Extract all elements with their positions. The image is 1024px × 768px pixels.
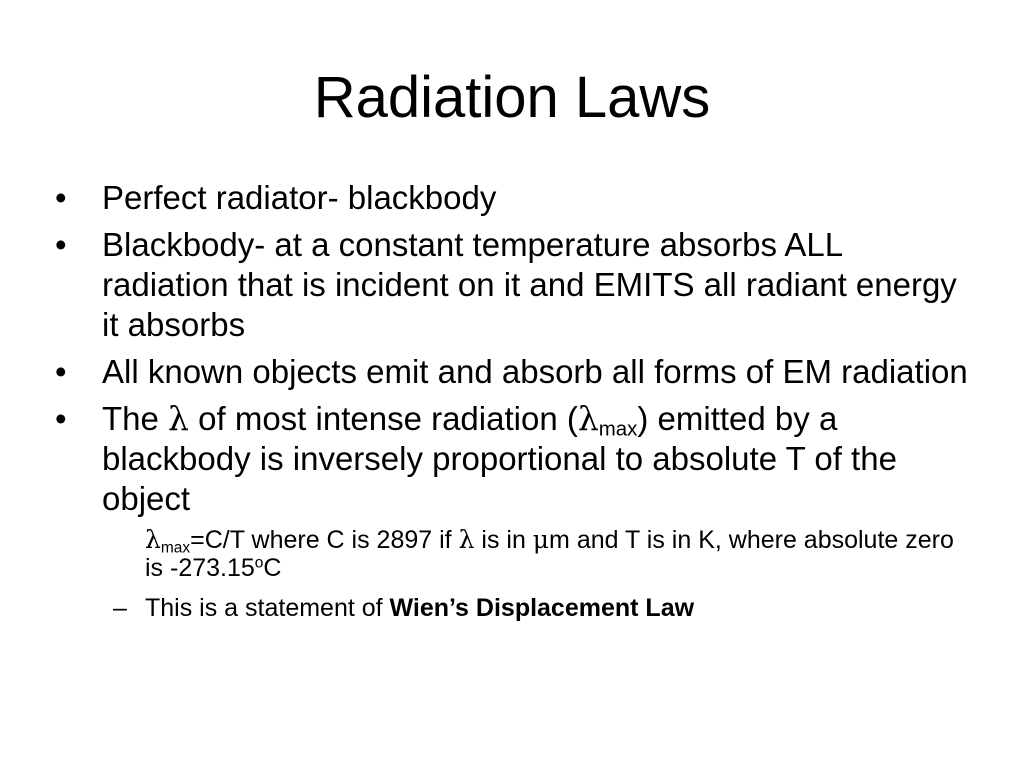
bullet-marker: • [55, 353, 67, 390]
sub-bullet-text-part: =C/T where C is 2897 if [190, 526, 459, 554]
bullet-marker: • [55, 226, 67, 263]
subscript-max: max [160, 539, 191, 557]
bullet-item [55, 225, 975, 345]
bullet-marker: • [55, 400, 67, 437]
bullet-text: All known objects emit and absorb all forms of EM radiation [102, 353, 968, 390]
mu-symbol: μ [532, 525, 550, 554]
bullet-item [55, 399, 975, 519]
slide-title: Radiation Laws [313, 65, 711, 130]
bullet-text-part: of most intense radiation ( [188, 400, 578, 437]
bullet-item [55, 352, 975, 392]
lambda-symbol: λ [577, 399, 599, 438]
lambda-symbol: λ [168, 399, 189, 438]
sub-bullet-text-part: C [263, 554, 282, 582]
superscript-degree: o [254, 554, 264, 572]
dash-marker: – [113, 594, 127, 622]
law-name: Wien’s Displacement Law [389, 594, 695, 622]
bullet-text-part: The [102, 400, 169, 437]
bullet-text: Blackbody- at a constant temperature absorbs ALL radiation that is incident on it and EMITS all radiant energy it absorbs [102, 226, 957, 343]
sub-bullet-text-part: is in [474, 526, 533, 554]
bullet-marker: • [55, 179, 67, 216]
lambda-symbol: λ [145, 525, 161, 554]
bullet-item [55, 178, 975, 218]
slide-body [55, 178, 975, 634]
sub-bullet-text: This is a statement of [145, 594, 390, 622]
sub-bullet-item [55, 594, 975, 622]
sub-bullet-item [55, 526, 975, 582]
bullet-text: Perfect radiator- blackbody [102, 179, 497, 216]
subscript-max: max [598, 417, 638, 441]
sub-bullet-text-part: m and T is in K, where absolute zero is -273.15 [145, 526, 954, 582]
bullet-text-part: ) emitted by a blackbody is inversely proportional to absolute T of the object [102, 400, 897, 517]
lambda-symbol: λ [458, 525, 475, 554]
